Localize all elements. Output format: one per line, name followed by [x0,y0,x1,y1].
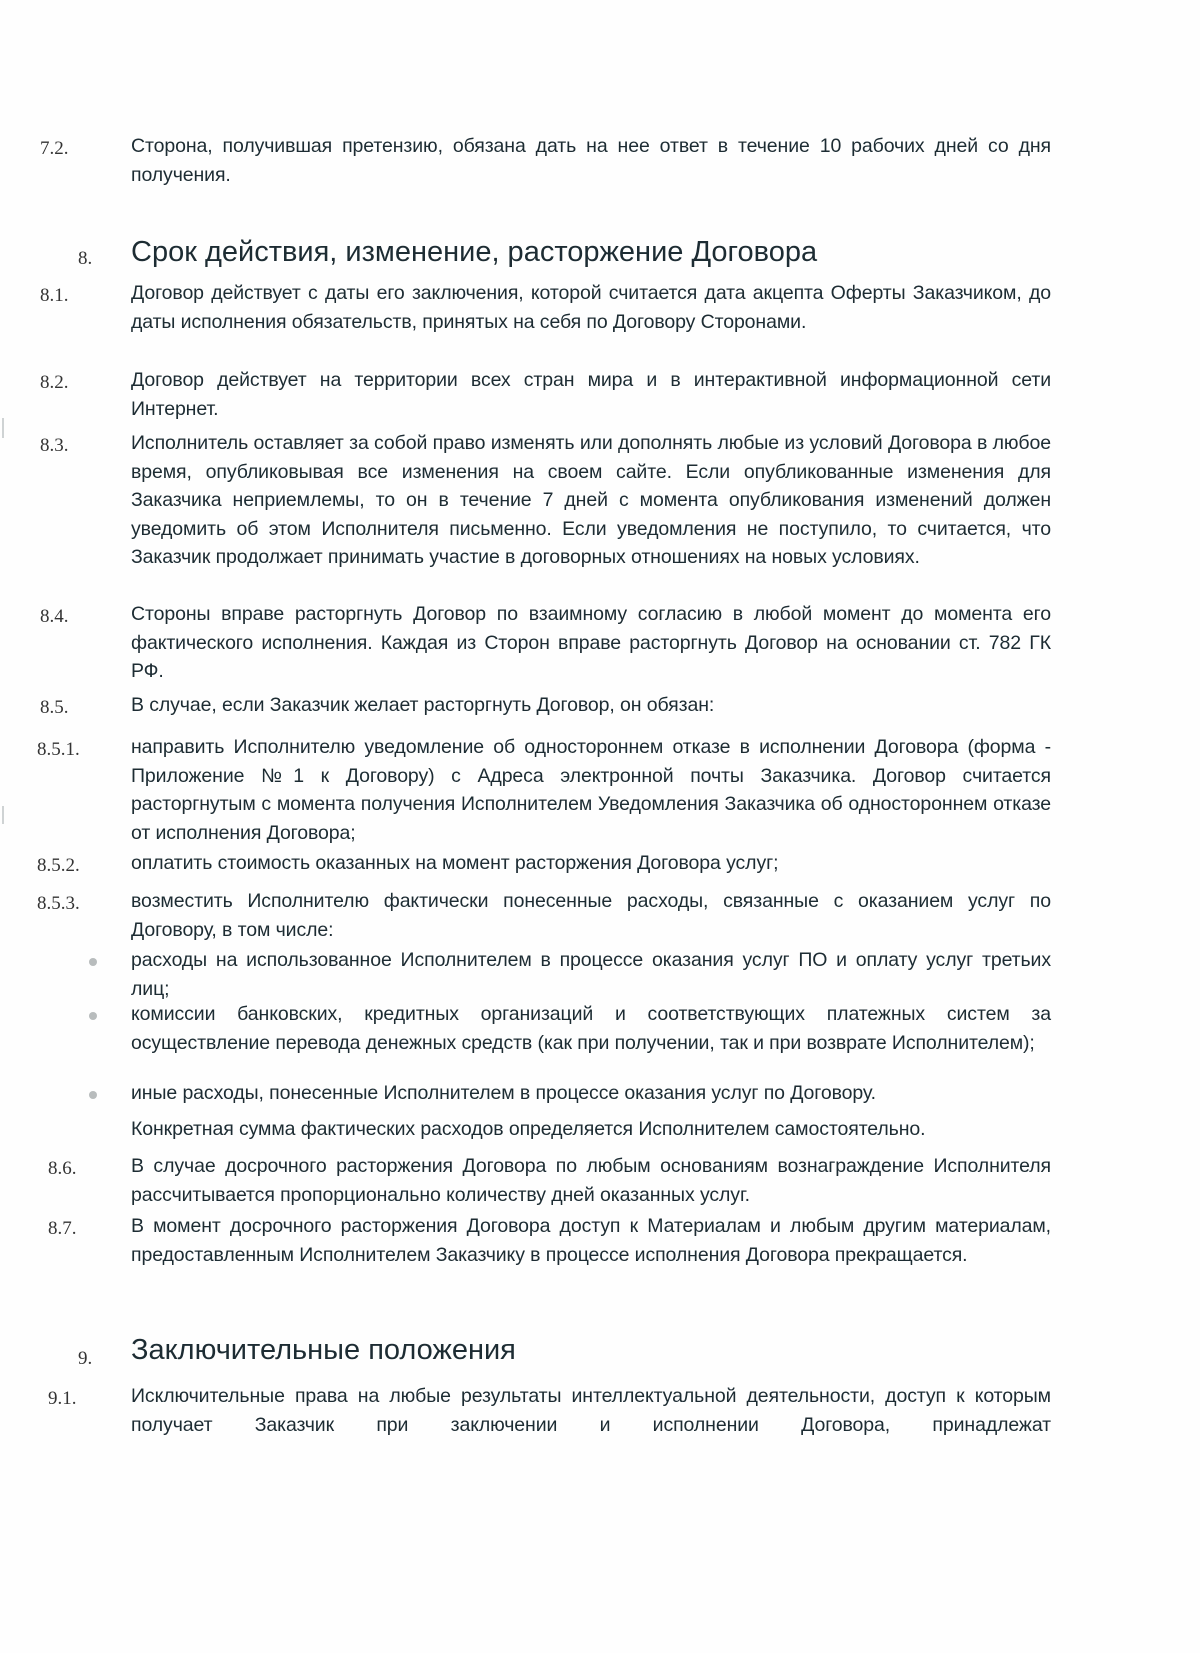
scan-artifact [2,806,4,824]
section-title: Срок действия, изменение, расторжение Договора [131,236,818,268]
clause-number: 8.5. [40,697,69,718]
clause-text: Исполнитель оставляет за собой право изменять или дополнять любые из условий Договора в любое время, опубликовывая все изменения на своем сайте. Если опубликованные изменения для Заказчика неприемлемы, то он в течение 7 дней с момента опубликования изменений должен уведомить об этом Исполнителя письменно. Если уведомления не поступило, то считается, что Заказчик продолжает принимать участие в договорных отношениях на новых условиях. [131,432,1051,568]
clause-number: 8.1. [40,285,69,306]
scan-artifact [2,418,4,438]
clause-number: 8.7. [48,1218,77,1239]
clause-text: В момент досрочного расторжения Договора доступ к Материалам и любым другим материалам, предоставленным Исполнителем Заказчику в процессе исполнения Договора прекращается. [131,1215,1051,1266]
bullet-text: иные расходы, понесенные Исполнителем в процессе оказания услуг по Договору. [131,1082,876,1104]
section-number: 8. [78,248,93,269]
clause-number: 8.3. [40,435,69,456]
note-text: Конкретная сумма фактических расходов определяется Исполнителем самостоятельно. [131,1118,926,1140]
section-title: Заключительные положения [131,1334,516,1366]
clause-number: 8.5.1. [37,739,80,760]
clause-text: оплатить стоимость оказанных на момент расторжения Договора услуг; [131,852,779,874]
clause-text: Сторона, получившая претензию, обязана дать на нее ответ в течение 10 рабочих дней со дня получения. [131,135,1051,186]
clause-text: Договор действует на территории всех стран мира и в интерактивной информационной сети Интернет. [131,369,1051,420]
clause-text: направить Исполнителю уведомление об одностороннем отказе в исполнении Договора (форма - Приложение №1 к Договору) с Адреса электронной почты Заказчика. Договор считается расторгнутым с момента получения Исполнителем Уведомления Заказчика об одностороннем отказе от исполнения Договора; [131,736,1051,844]
clause-number: 9.1. [48,1388,77,1409]
clause-text: Стороны вправе расторгнуть Договор по взаимному согласию в любой момент до момента его фактического исполнения. Каждая из Сторон вправе расторгнуть Договор на основании ст. 782 ГК РФ. [131,603,1051,682]
clause-number: 8.2. [40,372,69,393]
clause-number: 8.5.3. [37,893,80,914]
clause-number: 7.2. [40,138,69,159]
clause-text: Исключительные права на любые результаты интеллектуальной деятельности, доступ к которым получает Заказчик при заключении и исполнении Договора, принадлежат [131,1385,1051,1436]
section-number: 9. [78,1348,93,1369]
bullet-icon [89,958,97,966]
clause-number: 8.4. [40,606,69,627]
clause-number: 8.6. [48,1158,77,1179]
bullet-text: расходы на использованное Исполнителем в процессе оказания услуг ПО и оплату услуг третьих лиц; [131,949,1051,1000]
bullet-icon [89,1091,97,1099]
clause-text: Договор действует с даты его заключения, которой считается дата акцепта Оферты Заказчиком, до даты исполнения обязательств, принятых на себя по Договору Сторонами. [131,282,1051,333]
clause-text: В случае, если Заказчик желает расторгнуть Договор, он обязан: [131,694,715,716]
bullet-text: комиссии банковских, кредитных организаций и соответствующих платежных систем за осуществление перевода денежных средств (как при получении, так и при возврате Исполнителем); [131,1003,1051,1054]
clause-text: В случае досрочного расторжения Договора по любым основаниям вознаграждение Исполнителя рассчитывается пропорционально количеству дней оказанных услуг. [131,1155,1051,1206]
clause-number: 8.5.2. [37,855,80,876]
bullet-icon [89,1012,97,1020]
clause-text: возместить Исполнителю фактически понесенные расходы, связанные с оказанием услуг по Договору, в том числе: [131,890,1051,941]
